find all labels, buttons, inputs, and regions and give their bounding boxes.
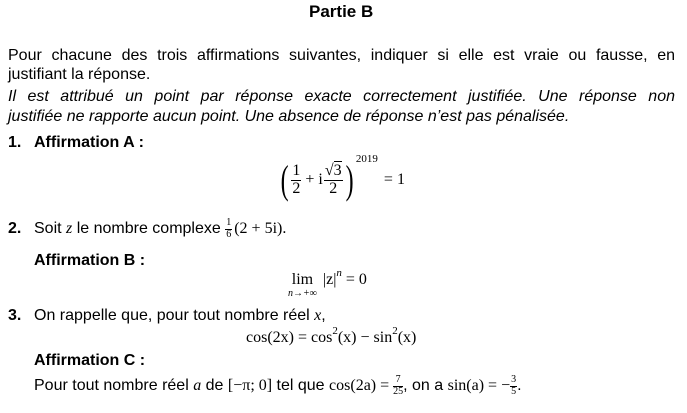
item-3-number: 3.	[8, 307, 22, 324]
sqrt-symbol: √	[324, 161, 334, 179]
statement-text: On rappelle que, pour tout nombre réel	[34, 307, 315, 324]
limit-body	[322, 267, 367, 289]
statement-text: tel que	[272, 377, 330, 394]
affirmation-a-heading: Affirmation A :	[34, 134, 144, 151]
item-3-statement	[34, 307, 326, 325]
lim-label: lim	[291, 271, 314, 288]
limit-operator	[288, 272, 317, 299]
complex-expression: (2 + 5i).	[234, 220, 287, 237]
comma: ,	[321, 307, 326, 324]
fraction-three-fifths	[510, 375, 517, 397]
identity-end: (x)	[397, 329, 417, 346]
statement-text: Soit	[34, 220, 67, 237]
exponent-2019: 2019	[355, 153, 378, 165]
exponent-n: n	[336, 267, 342, 279]
statement-text: de	[201, 377, 228, 394]
item-2-number: 2.	[8, 220, 22, 237]
identity-lhs: cos(2x) = cos	[246, 329, 333, 346]
fraction-denominator: 6	[226, 228, 232, 240]
intro-line-1: Pour chacune des trois affirmations suivantes, indiquer si elle est vraie ou fausse, en	[8, 47, 675, 64]
intro-line-2: justifiant la réponse.	[8, 66, 151, 83]
square-exponent: 2	[332, 325, 338, 337]
affirmation-b-heading: Affirmation B :	[34, 252, 146, 269]
sqrt-numerator	[324, 163, 343, 181]
variable-x: x	[314, 307, 322, 324]
item-2-statement	[34, 214, 286, 244]
lim-subscript: n→+∞	[288, 288, 317, 299]
fraction-denominator: 25	[393, 385, 404, 397]
fraction-numerator: 1	[226, 217, 232, 228]
equals-zero: = 0	[341, 271, 367, 288]
item-1-number: 1.	[8, 134, 22, 151]
statement-text: , on a	[403, 377, 448, 394]
fraction-denominator: 2	[329, 179, 338, 197]
fraction-denominator: 2	[292, 179, 301, 197]
statement-text: Pour tout nombre réel	[34, 377, 194, 394]
page-title: Partie B	[309, 2, 374, 21]
fraction-one-sixth	[225, 218, 232, 240]
note-line-2: justifiée ne rapporte aucun point. Une absence de réponse n’est pas pénalisée.	[8, 108, 570, 125]
modulus-z: |z|	[322, 271, 337, 288]
plus-sign: +	[305, 171, 315, 188]
sqrt-argument: 3	[333, 161, 342, 179]
square-exponent: 2	[392, 325, 398, 337]
affirmation-c-heading: Affirmation C :	[34, 352, 146, 369]
fraction-seven-25ths	[393, 375, 403, 397]
right-paren: )	[345, 157, 354, 202]
interval: [−π; 0]	[227, 377, 273, 394]
equals-one: = 1	[383, 171, 405, 188]
fraction-one-half	[291, 163, 301, 198]
statement-text: le nombre complexe	[72, 220, 226, 237]
variable-z: z	[66, 220, 73, 237]
fraction-denominator: 5	[511, 385, 517, 397]
variable-a: a	[193, 377, 202, 394]
note-line-1: Il est attribué un point par réponse exacte correctement justifiée. Une réponse non	[8, 88, 675, 105]
identity-mid: (x) − sin	[337, 329, 393, 346]
imaginary-unit: i	[318, 171, 323, 188]
cos-2a: cos(2a) =	[329, 377, 394, 394]
affirmation-a-formula	[278, 152, 405, 208]
fraction-sqrt3-over-2	[324, 163, 343, 198]
affirmation-c-statement	[34, 370, 522, 402]
period: .	[517, 377, 522, 394]
fraction-numerator: 3	[511, 374, 517, 385]
left-paren: (	[280, 157, 289, 202]
fraction-numerator: 7	[393, 375, 403, 387]
fraction-numerator: 1	[292, 161, 301, 179]
trig-identity	[246, 325, 417, 347]
affirmation-b-formula	[288, 267, 367, 299]
sin-a: sin(a) = −	[447, 377, 511, 394]
